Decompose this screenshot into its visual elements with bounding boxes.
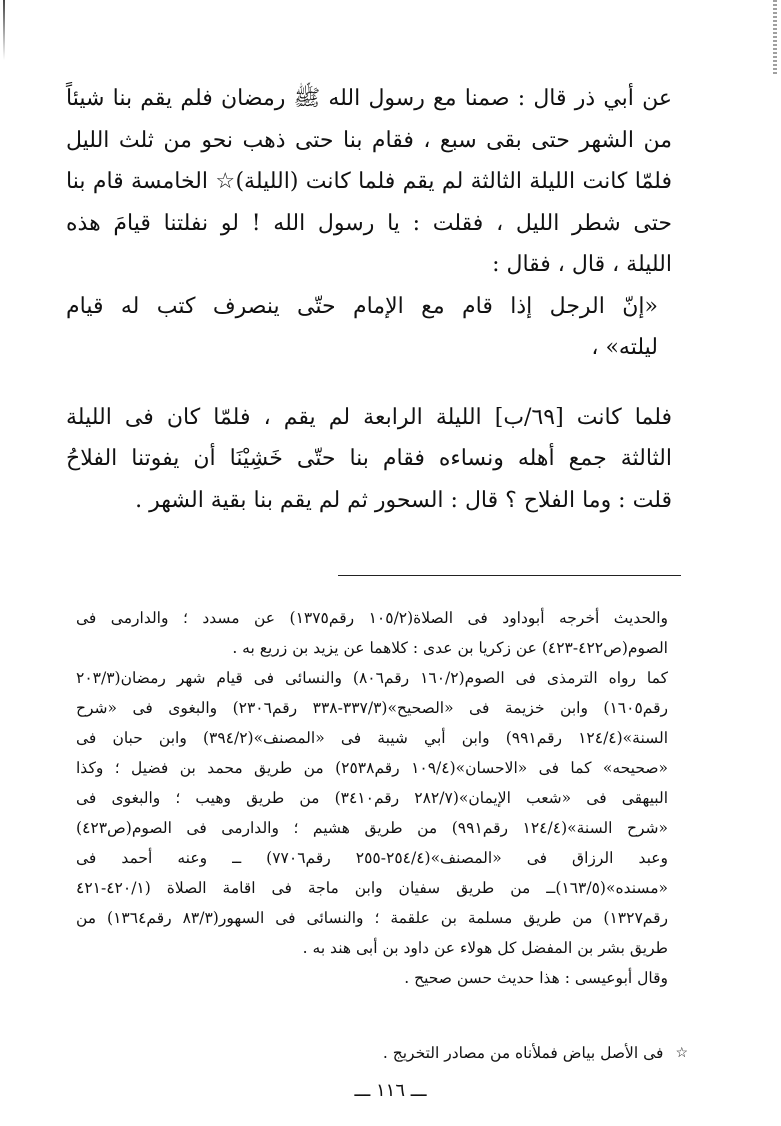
footnote-line: الصوم(ص٤٢٢-٤٢٣) عن زكريا بن عدى : كلاهما عن يزيد بن زريع به . xyxy=(232,639,668,657)
main-line: عن أبي ذر قال : صمنا مع رسول الله ﷺ رمضان فلم يقم بنا شيئاً xyxy=(66,86,672,111)
hadith-quote-line: «إنّ الرجل إذا قام مع الإمام حتّى ينصرف كتب له قيام xyxy=(66,293,658,319)
footnote-line: البيهقى فى «شعب الإيمان»(٢٨٢/٧ رقم٣٤١٠) من طريق وهيب ؛ والبغوى فى xyxy=(76,789,669,807)
page-edge-right xyxy=(773,0,777,75)
hadith-quote-line: ليلته» ، xyxy=(591,335,658,360)
main-line: حتى شطر الليل ، فقلت : يا رسول الله ! لو نفلتنا قيامَ هذه xyxy=(66,210,672,236)
footnote-line: رقم١٦٠٥) وابن خزيمة فى «الصحيح»(٣٣٧/٣-٣٣٨ رقم٢٣٠٦) والبغوى فى «شرح xyxy=(76,699,668,717)
main-line: الليلة ، قال ، فقال : xyxy=(492,252,672,277)
main-line: الثالثة جمع أهله ونساءه فقام بنا حتّى خَشِيْنَا أن يفوتنا الفلاحُ xyxy=(66,446,672,471)
footnote-line: طريق بشر بن المفضل كل هولاء عن داود بن أبى هند به . xyxy=(302,939,668,957)
star-icon: ☆ xyxy=(675,1045,688,1061)
footnote-separator xyxy=(338,575,681,576)
main-line: فلمّا كانت الليلة الثالثة لم يقم فلما كانت (الليلة)☆ الخامسة قام بنا xyxy=(66,169,672,194)
footnote-line: والحديث أخرجه أبوداود فى الصلاة(١٠٥/٢ رقم١٣٧٥) عن مسدد ؛ والدارمى فى xyxy=(76,609,668,627)
star-footnote-text: فى الأصل بياض فملأناه من مصادر التخريج . xyxy=(382,1044,664,1062)
footnote-line: السنة»(١٢٤/٤ رقم٩٩١) وابن أبي شيبة فى «المصنف»(٣٩٤/٢) وابن حبان فى xyxy=(76,729,668,747)
footnote-line: «مسنده»(١٦٣/٥)ــ من طريق سفيان وابن ماجة فى اقامة الصلاة (٤٢٠/١-٤٢١ xyxy=(76,879,668,897)
page-number: ـــ ١١٦ ـــ xyxy=(354,1080,427,1101)
footnote-line: وقال أبوعيسى : هذا حديث حسن صحيح . xyxy=(404,969,668,987)
footnotes xyxy=(76,603,668,993)
footnote-line: «صحيحه» كما فى «الاحسان»(١٠٩/٤ رقم٢٥٣٨) من طريق محمد بن فضيل ؛ وكذا xyxy=(76,759,668,777)
page-edge-left xyxy=(3,0,5,60)
paragraph-gap xyxy=(66,369,672,397)
main-line: فلما كانت [٦٩/ب] الليلة الرابعة لم يقم ، فلمّا كان فى الليلة xyxy=(66,404,672,430)
star-footnote xyxy=(322,1038,688,1068)
footnote-line: وعبد الرزاق فى «المصنف»(٢٥٤/٤-٢٥٥ رقم٧٧٠٦) ــ وعنه أحمد فى xyxy=(76,849,669,867)
main-text xyxy=(66,78,672,521)
main-line: قلت : وما الفلاح ؟ قال : السحور ثم لم يقم بنا بقية الشهر . xyxy=(135,487,672,513)
footnote-line: «شرح السنة»(١٢٤/٤ رقم٩٩١) من طريق هشيم ؛ والدارمى فى الصوم(ص٤٢٣) xyxy=(76,819,668,837)
footnote-line: كما رواه الترمذى فى الصوم(١٦٠/٢ رقم٨٠٦) والنسائى فى قيام شهر رمضان(٢٠٣/٣ xyxy=(76,669,668,687)
main-line: من الشهر حتى بقى سبع ، فقام بنا حتى ذهب نحو من ثلث الليل xyxy=(66,127,672,153)
footnote-line: رقم١٣٢٧) من طريق مسلمة بن علقمة ؛ والنسائى فى السهور(٨٣/٣ رقم١٣٦٤) من xyxy=(76,909,669,927)
